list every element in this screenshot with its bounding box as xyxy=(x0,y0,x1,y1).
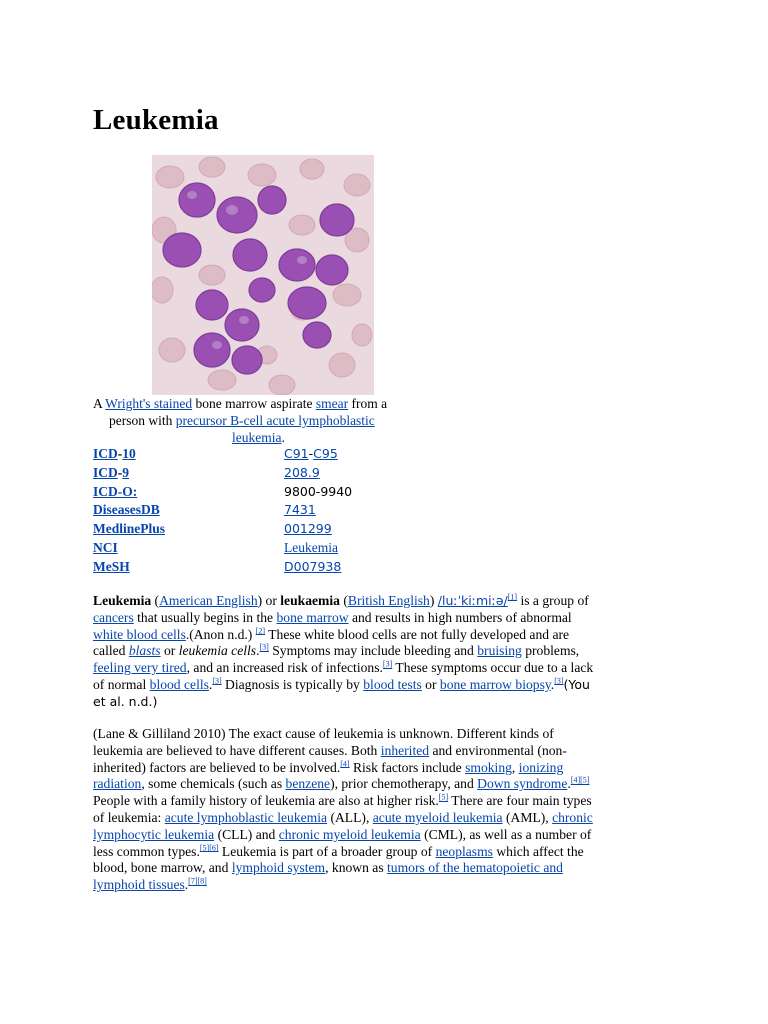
text: There are four main types xyxy=(448,793,592,809)
infobox-dash: - xyxy=(117,464,123,480)
text: , and an increased risk of infections. xyxy=(186,660,383,676)
text: or xyxy=(160,643,179,659)
caption-text: A xyxy=(93,396,106,411)
citation-link[interactable]: [3] xyxy=(382,659,393,669)
link-british-english[interactable]: British English xyxy=(347,593,430,608)
link-smoking[interactable]: smoking xyxy=(465,759,512,775)
text: . xyxy=(567,776,571,792)
infobox-row xyxy=(93,465,352,484)
text: that usually begins in the xyxy=(133,609,277,625)
link-ipa-pronunciation[interactable]: /luːˈkiːmiːə/ xyxy=(437,593,508,608)
citation-link[interactable]: [4] xyxy=(340,759,350,769)
link-cll[interactable]: chronic xyxy=(552,809,593,825)
text: ) or xyxy=(257,593,281,608)
link-cancers[interactable]: cancers xyxy=(93,609,134,625)
link-bone-marrow[interactable]: bone marrow xyxy=(276,609,349,625)
text: less common types. xyxy=(93,843,200,859)
link-feeling-very-tired[interactable]: feeling very tired xyxy=(93,660,187,676)
infobox-key xyxy=(93,502,284,521)
text: of leukemia: xyxy=(93,809,165,825)
text: and results in high numbers of abnormal xyxy=(348,609,572,625)
text: Symptoms may include bleeding and xyxy=(268,643,478,659)
infobox-dash: - xyxy=(308,446,314,461)
link-cml[interactable]: chronic myeloid leukemia xyxy=(278,826,421,842)
text: (ALL), xyxy=(327,809,373,825)
caption-text: person with xyxy=(109,413,176,428)
link-mesh[interactable]: MeSH xyxy=(93,558,130,574)
classification-infobox xyxy=(93,446,352,578)
link-ionizing-radiation[interactable]: ionizing xyxy=(518,759,564,775)
text: which affect the xyxy=(492,843,584,859)
link-icd[interactable]: ICD xyxy=(93,446,118,461)
infobox-key xyxy=(93,465,284,484)
link-cll[interactable]: lymphocytic leukemia xyxy=(93,826,215,842)
infobox-row xyxy=(93,540,352,559)
link-icd-o[interactable]: ICD-O: xyxy=(93,483,138,499)
link-down-syndrome[interactable]: Down syndrome xyxy=(477,776,568,792)
page-title: Leukemia xyxy=(93,104,219,136)
link-ionizing-radiation[interactable]: radiation xyxy=(93,776,142,792)
link-leukemia-caption[interactable]: leukemia xyxy=(232,430,282,445)
infobox-key xyxy=(93,521,284,540)
caption-text: from a xyxy=(348,396,388,411)
intro-paragraph xyxy=(93,593,673,711)
link-smear[interactable]: smear xyxy=(315,396,349,411)
infobox-key xyxy=(93,446,284,465)
link-inherited[interactable]: inherited xyxy=(380,742,430,758)
link-wrights-stained[interactable]: Wright's stained xyxy=(105,396,193,411)
link-tumors-hematopoietic[interactable]: lymphoid tissues xyxy=(93,877,185,893)
text: of normal xyxy=(93,676,150,692)
infobox-value xyxy=(284,540,352,559)
link-7431[interactable]: 7431 xyxy=(284,502,316,518)
citation-link[interactable]: [2] xyxy=(255,626,266,636)
text: These symptoms occur due to a lack xyxy=(392,660,594,676)
link-lymphoid-system[interactable]: lymphoid system xyxy=(231,860,326,876)
infobox-row xyxy=(93,446,352,465)
citation-link[interactable]: [5] xyxy=(438,792,449,802)
text: , xyxy=(511,759,519,775)
infobox-key xyxy=(93,559,284,578)
citation-link[interactable]: [3] xyxy=(212,676,222,686)
link-bruising[interactable]: bruising xyxy=(477,643,522,659)
infobox-row xyxy=(93,521,352,540)
link-medlineplus[interactable]: MedlinePlus xyxy=(93,521,166,537)
link-nci-leukemia[interactable]: Leukemia xyxy=(284,539,338,555)
text: problems, xyxy=(521,643,580,659)
text: called xyxy=(93,643,129,659)
text: ( xyxy=(151,593,160,608)
link-bone-marrow-biopsy[interactable]: bone marrow biopsy xyxy=(439,676,551,692)
link-blood-tests[interactable]: blood tests xyxy=(363,676,422,692)
link-tumors-hematopoietic[interactable]: tumors of the hematopoietic and xyxy=(387,860,563,876)
link-icd[interactable]: ICD xyxy=(93,464,118,480)
bold-term: leukaemia xyxy=(280,593,340,608)
text: (CLL) and xyxy=(214,826,279,842)
text: . xyxy=(256,643,260,659)
text: ) xyxy=(429,593,438,608)
citation-link[interactable]: [3] xyxy=(259,642,269,652)
infobox-row xyxy=(93,559,352,578)
infobox-key xyxy=(93,484,284,503)
text: leukemia are believed to have different causes. Both xyxy=(93,742,381,758)
text: (You xyxy=(563,676,590,692)
text: , known as xyxy=(325,860,388,876)
blood-smear-picture xyxy=(152,155,374,395)
link-blood-cells[interactable]: blood cells xyxy=(149,676,209,692)
text: . xyxy=(184,877,189,893)
text: inherited) factors are believed to be involved. xyxy=(93,759,341,775)
text: blood, bone marrow, and xyxy=(93,860,232,876)
infobox-value: 9800-9940 xyxy=(284,483,353,499)
text: and environmental (non- xyxy=(429,742,567,758)
text: (CML), as well as a number of xyxy=(420,826,592,842)
citation-link[interactable]: [1] xyxy=(507,592,518,602)
link-blasts[interactable]: blasts xyxy=(128,643,161,659)
text: Risk factors include xyxy=(349,759,466,775)
text: (AML), xyxy=(502,809,553,825)
blood-smear-image[interactable] xyxy=(152,155,374,395)
infobox-value xyxy=(284,559,352,578)
text: Diagnosis is typically by xyxy=(221,676,364,692)
text: or xyxy=(421,676,440,692)
link-benzene[interactable]: benzene xyxy=(285,776,331,792)
link-208-9[interactable]: 208.9 xyxy=(284,464,320,480)
infobox-dash: - xyxy=(117,446,123,461)
citation-link[interactable]: [4][5] xyxy=(570,775,590,785)
link-c95[interactable]: C95 xyxy=(313,446,338,461)
citation-link[interactable]: [5][6] xyxy=(199,843,219,853)
link-neoplasms[interactable]: neoplasms xyxy=(435,843,493,859)
text: , some chemicals (such as xyxy=(141,776,286,792)
infobox-value xyxy=(284,465,352,484)
link-precursor-b-cell[interactable]: precursor B-cell acute lymphoblastic xyxy=(175,413,375,428)
citation-link[interactable]: [3] xyxy=(554,676,564,686)
link-all[interactable]: acute lymphoblastic leukemia xyxy=(164,809,328,825)
link-icd-9[interactable]: 9 xyxy=(122,464,130,480)
infobox-value xyxy=(284,521,352,540)
text: People with a family history of leukemia are also at higher risk. xyxy=(93,793,439,809)
caption-text: . xyxy=(281,430,285,445)
text: ), prior chemotherapy, and xyxy=(330,776,478,792)
link-001299[interactable]: 001299 xyxy=(284,521,332,537)
infobox-row xyxy=(93,484,352,503)
italic-term: leukemia cells xyxy=(178,643,257,659)
text: (Lane & Gilliland 2010) The exact cause of leukemia is unknown. Different kinds of xyxy=(93,726,554,741)
image-caption xyxy=(93,395,433,446)
bold-term: Leukemia xyxy=(93,593,152,608)
text: ( xyxy=(339,593,348,608)
link-c91[interactable]: C91 xyxy=(284,446,309,461)
link-icd-10[interactable]: 10 xyxy=(122,446,136,461)
link-american-english[interactable]: American English xyxy=(159,593,258,608)
link-d007938[interactable]: D007938 xyxy=(284,558,342,574)
text: . xyxy=(208,676,213,692)
text: . xyxy=(550,676,555,692)
citation-link[interactable]: [7][8] xyxy=(188,876,207,886)
text: is a group of xyxy=(517,593,589,608)
link-diseasesdb[interactable]: DiseasesDB xyxy=(93,502,160,518)
caption-text: bone marrow aspirate xyxy=(192,396,316,411)
infobox-row xyxy=(93,502,352,521)
causes-paragraph xyxy=(93,726,673,894)
infobox-key xyxy=(93,540,284,559)
infobox-value xyxy=(284,502,352,521)
link-nci[interactable]: NCI xyxy=(93,539,118,555)
link-aml[interactable]: acute myeloid leukemia xyxy=(372,809,503,825)
link-white-blood-cells[interactable]: white blood cells xyxy=(93,626,186,642)
text: Leukemia is part of a broader group of xyxy=(218,843,436,859)
infobox-value xyxy=(284,446,352,465)
text: et al. n.d.) xyxy=(93,693,158,709)
text: These white blood cells are not fully developed and are xyxy=(265,626,570,642)
text: .(Anon n.d.) xyxy=(185,626,256,642)
